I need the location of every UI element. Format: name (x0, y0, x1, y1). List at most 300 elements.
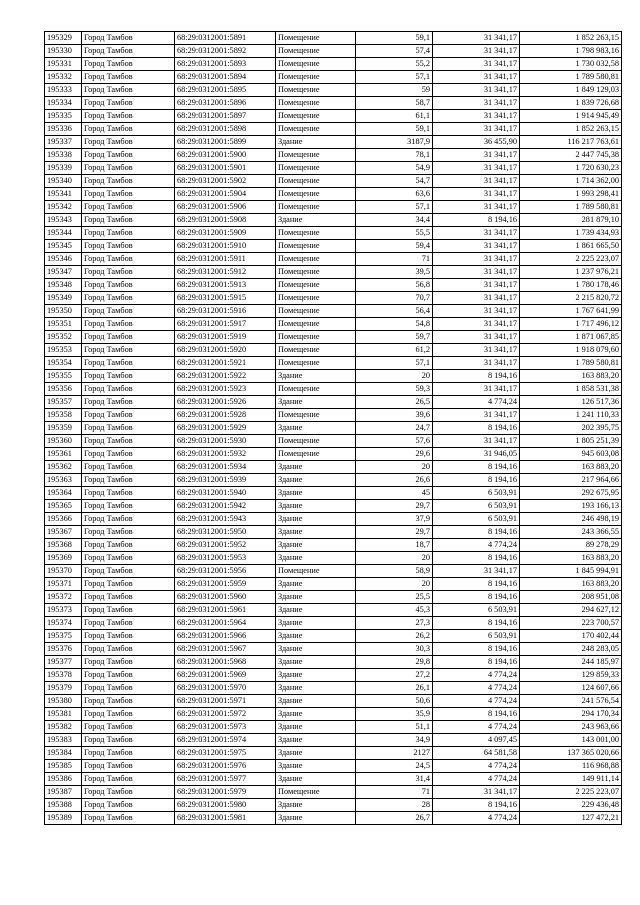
cadastral-number-cell: 68:29:0312001:5910 (175, 240, 276, 253)
row-number-cell: 195380 (45, 695, 82, 708)
row-number-cell: 195343 (45, 214, 82, 227)
cadastral-number-cell: 68:29:0312001:5939 (175, 474, 276, 487)
city-cell: Город Тамбов (82, 188, 175, 201)
cadastral-value-cell: 1 237 976,21 (520, 266, 622, 279)
cadastral-number-cell: 68:29:0312001:5973 (175, 721, 276, 734)
row-number-cell: 195355 (45, 370, 82, 383)
table-row (45, 201, 622, 214)
object-type-cell: Помещение (276, 331, 356, 344)
unit-value-cell: 31 341,17 (433, 318, 520, 331)
unit-value-cell: 64 581,58 (433, 747, 520, 760)
city-cell: Город Тамбов (82, 760, 175, 773)
object-type-cell: Здание (276, 643, 356, 656)
table-row (45, 760, 622, 773)
city-cell: Город Тамбов (82, 695, 175, 708)
cadastral-number-cell: 68:29:0312001:5902 (175, 175, 276, 188)
area-cell: 25,5 (356, 591, 433, 604)
unit-value-cell: 31 341,17 (433, 97, 520, 110)
unit-value-cell: 31 341,17 (433, 786, 520, 799)
object-type-cell: Здание (276, 539, 356, 552)
object-type-cell: Помещение (276, 357, 356, 370)
table-row (45, 71, 622, 84)
cadastral-value-cell: 1 861 665,50 (520, 240, 622, 253)
city-cell: Город Тамбов (82, 799, 175, 812)
cadastral-number-cell: 68:29:0312001:5980 (175, 799, 276, 812)
object-type-cell: Здание (276, 396, 356, 409)
object-type-cell: Помещение (276, 383, 356, 396)
cadastral-number-cell: 68:29:0312001:5911 (175, 253, 276, 266)
cadastral-value-cell: 1 798 983,16 (520, 45, 622, 58)
cadastral-value-cell: 1 914 945,49 (520, 110, 622, 123)
table-row (45, 162, 622, 175)
row-number-cell: 195378 (45, 669, 82, 682)
unit-value-cell: 31 341,17 (433, 383, 520, 396)
cadastral-value-cell: 945 603,08 (520, 448, 622, 461)
unit-value-cell: 31 341,17 (433, 565, 520, 578)
area-cell: 59,1 (356, 32, 433, 45)
table-row (45, 786, 622, 799)
area-cell: 35,9 (356, 708, 433, 721)
object-type-cell: Здание (276, 513, 356, 526)
city-cell: Город Тамбов (82, 227, 175, 240)
table-body (45, 32, 622, 825)
cadastral-number-cell: 68:29:0312001:5920 (175, 344, 276, 357)
unit-value-cell: 8 194,16 (433, 591, 520, 604)
area-cell: 37,9 (356, 513, 433, 526)
city-cell: Город Тамбов (82, 71, 175, 84)
unit-value-cell: 4 774,24 (433, 669, 520, 682)
cadastral-number-cell: 68:29:0312001:5959 (175, 578, 276, 591)
object-type-cell: Помещение (276, 84, 356, 97)
unit-value-cell: 31 341,17 (433, 110, 520, 123)
row-number-cell: 195345 (45, 240, 82, 253)
city-cell: Город Тамбов (82, 123, 175, 136)
cadastral-value-cell: 89 278,29 (520, 539, 622, 552)
cadastral-number-cell: 68:29:0312001:5977 (175, 773, 276, 786)
cadastral-value-cell: 1 720 630,23 (520, 162, 622, 175)
table-row (45, 58, 622, 71)
cadastral-number-cell: 68:29:0312001:5940 (175, 487, 276, 500)
city-cell: Город Тамбов (82, 539, 175, 552)
row-number-cell: 195370 (45, 565, 82, 578)
table-row (45, 136, 622, 149)
city-cell: Город Тамбов (82, 604, 175, 617)
cadastral-number-cell: 68:29:0312001:5915 (175, 292, 276, 305)
unit-value-cell: 8 194,16 (433, 552, 520, 565)
object-type-cell: Здание (276, 474, 356, 487)
table-row (45, 643, 622, 656)
cadastral-value-cell: 124 607,66 (520, 682, 622, 695)
object-type-cell: Помещение (276, 175, 356, 188)
city-cell: Город Тамбов (82, 487, 175, 500)
cadastral-number-cell: 68:29:0312001:5969 (175, 669, 276, 682)
row-number-cell: 195331 (45, 58, 82, 71)
cadastral-value-cell: 294 170,34 (520, 708, 622, 721)
table-row (45, 435, 622, 448)
cadastral-value-cell: 229 436,48 (520, 799, 622, 812)
cadastral-number-cell: 68:29:0312001:5897 (175, 110, 276, 123)
cadastral-number-cell: 68:29:0312001:5966 (175, 630, 276, 643)
cadastral-number-cell: 68:29:0312001:5904 (175, 188, 276, 201)
unit-value-cell: 31 341,17 (433, 149, 520, 162)
city-cell: Город Тамбов (82, 318, 175, 331)
cadastral-number-cell: 68:29:0312001:5892 (175, 45, 276, 58)
city-cell: Город Тамбов (82, 448, 175, 461)
unit-value-cell: 36 455,90 (433, 136, 520, 149)
row-number-cell: 195353 (45, 344, 82, 357)
object-type-cell: Здание (276, 721, 356, 734)
city-cell: Город Тамбов (82, 747, 175, 760)
cadastral-value-cell: 1 993 298,41 (520, 188, 622, 201)
area-cell: 26,7 (356, 812, 433, 825)
unit-value-cell: 8 194,16 (433, 708, 520, 721)
city-cell: Город Тамбов (82, 643, 175, 656)
city-cell: Город Тамбов (82, 513, 175, 526)
cadastral-value-cell: 1 789 580,81 (520, 201, 622, 214)
city-cell: Город Тамбов (82, 266, 175, 279)
unit-value-cell: 31 341,17 (433, 253, 520, 266)
city-cell: Город Тамбов (82, 175, 175, 188)
city-cell: Город Тамбов (82, 344, 175, 357)
city-cell: Город Тамбов (82, 578, 175, 591)
row-number-cell: 195359 (45, 422, 82, 435)
table-row (45, 747, 622, 760)
cadastral-number-cell: 68:29:0312001:5953 (175, 552, 276, 565)
row-number-cell: 195351 (45, 318, 82, 331)
table-row (45, 513, 622, 526)
table-row (45, 331, 622, 344)
table-row (45, 500, 622, 513)
cadastral-value-table (44, 31, 622, 825)
cadastral-value-cell: 1 805 251,39 (520, 435, 622, 448)
row-number-cell: 195386 (45, 773, 82, 786)
row-number-cell: 195350 (45, 305, 82, 318)
row-number-cell: 195374 (45, 617, 82, 630)
object-type-cell: Помещение (276, 344, 356, 357)
area-cell: 59,4 (356, 240, 433, 253)
area-cell: 20 (356, 370, 433, 383)
unit-value-cell: 6 503,91 (433, 604, 520, 617)
table-row (45, 84, 622, 97)
area-cell: 18,7 (356, 539, 433, 552)
cadastral-number-cell: 68:29:0312001:5952 (175, 539, 276, 552)
table-row (45, 253, 622, 266)
cadastral-number-cell: 68:29:0312001:5908 (175, 214, 276, 227)
object-type-cell: Помещение (276, 266, 356, 279)
table-row (45, 682, 622, 695)
area-cell: 24,5 (356, 760, 433, 773)
object-type-cell: Здание (276, 591, 356, 604)
row-number-cell: 195388 (45, 799, 82, 812)
area-cell: 56,4 (356, 305, 433, 318)
object-type-cell: Здание (276, 773, 356, 786)
cadastral-number-cell: 68:29:0312001:5974 (175, 734, 276, 747)
area-cell: 57,4 (356, 45, 433, 58)
cadastral-number-cell: 68:29:0312001:5943 (175, 513, 276, 526)
city-cell: Город Тамбов (82, 656, 175, 669)
cadastral-value-cell: 1 730 032,58 (520, 58, 622, 71)
city-cell: Город Тамбов (82, 669, 175, 682)
row-number-cell: 195358 (45, 409, 82, 422)
cadastral-value-cell: 1 871 067,85 (520, 331, 622, 344)
cadastral-value-cell: 281 879,10 (520, 214, 622, 227)
cadastral-value-cell: 127 472,21 (520, 812, 622, 825)
cadastral-number-cell: 68:29:0312001:5919 (175, 331, 276, 344)
unit-value-cell: 31 341,17 (433, 435, 520, 448)
object-type-cell: Помещение (276, 227, 356, 240)
row-number-cell: 195340 (45, 175, 82, 188)
unit-value-cell: 4 774,24 (433, 682, 520, 695)
table-row (45, 344, 622, 357)
cadastral-value-cell: 248 283,05 (520, 643, 622, 656)
cadastral-number-cell: 68:29:0312001:5932 (175, 448, 276, 461)
row-number-cell: 195347 (45, 266, 82, 279)
cadastral-number-cell: 68:29:0312001:5916 (175, 305, 276, 318)
cadastral-value-cell: 243 366,55 (520, 526, 622, 539)
table-row (45, 591, 622, 604)
city-cell: Город Тамбов (82, 201, 175, 214)
unit-value-cell: 4 097,45 (433, 734, 520, 747)
object-type-cell: Помещение (276, 188, 356, 201)
object-type-cell: Здание (276, 747, 356, 760)
city-cell: Город Тамбов (82, 97, 175, 110)
cadastral-number-cell: 68:29:0312001:5901 (175, 162, 276, 175)
cadastral-value-cell: 243 963,66 (520, 721, 622, 734)
cadastral-number-cell: 68:29:0312001:5921 (175, 357, 276, 370)
table-row (45, 630, 622, 643)
table-row (45, 396, 622, 409)
object-type-cell: Здание (276, 682, 356, 695)
city-cell: Город Тамбов (82, 708, 175, 721)
cadastral-number-cell: 68:29:0312001:5960 (175, 591, 276, 604)
cadastral-number-cell: 68:29:0312001:5909 (175, 227, 276, 240)
row-number-cell: 195366 (45, 513, 82, 526)
row-number-cell: 195346 (45, 253, 82, 266)
object-type-cell: Здание (276, 487, 356, 500)
cadastral-value-cell: 208 951,08 (520, 591, 622, 604)
row-number-cell: 195338 (45, 149, 82, 162)
cadastral-value-cell: 202 395,75 (520, 422, 622, 435)
cadastral-value-cell: 163 883,20 (520, 578, 622, 591)
cadastral-value-cell: 246 498,19 (520, 513, 622, 526)
row-number-cell: 195377 (45, 656, 82, 669)
table-row (45, 461, 622, 474)
object-type-cell: Помещение (276, 409, 356, 422)
city-cell: Город Тамбов (82, 461, 175, 474)
area-cell: 50,6 (356, 695, 433, 708)
area-cell: 28 (356, 799, 433, 812)
cadastral-number-cell: 68:29:0312001:5942 (175, 500, 276, 513)
table-row (45, 383, 622, 396)
table-row (45, 357, 622, 370)
row-number-cell: 195361 (45, 448, 82, 461)
table-row (45, 370, 622, 383)
city-cell: Город Тамбов (82, 357, 175, 370)
unit-value-cell: 31 341,17 (433, 201, 520, 214)
object-type-cell: Помещение (276, 58, 356, 71)
row-number-cell: 195382 (45, 721, 82, 734)
city-cell: Город Тамбов (82, 110, 175, 123)
object-type-cell: Здание (276, 214, 356, 227)
area-cell: 59,3 (356, 383, 433, 396)
row-number-cell: 195349 (45, 292, 82, 305)
city-cell: Город Тамбов (82, 721, 175, 734)
cadastral-value-cell: 1 780 178,46 (520, 279, 622, 292)
table-row (45, 292, 622, 305)
unit-value-cell: 8 194,16 (433, 370, 520, 383)
table-row (45, 409, 622, 422)
city-cell: Город Тамбов (82, 149, 175, 162)
city-cell: Город Тамбов (82, 474, 175, 487)
area-cell: 26,6 (356, 474, 433, 487)
city-cell: Город Тамбов (82, 32, 175, 45)
area-cell: 59,1 (356, 123, 433, 136)
cadastral-number-cell: 68:29:0312001:5906 (175, 201, 276, 214)
object-type-cell: Помещение (276, 123, 356, 136)
area-cell: 24,7 (356, 422, 433, 435)
unit-value-cell: 6 503,91 (433, 487, 520, 500)
object-type-cell: Помещение (276, 253, 356, 266)
cadastral-value-cell: 149 911,14 (520, 773, 622, 786)
row-number-cell: 195385 (45, 760, 82, 773)
cadastral-number-cell: 68:29:0312001:5950 (175, 526, 276, 539)
cadastral-number-cell: 68:29:0312001:5912 (175, 266, 276, 279)
area-cell: 71 (356, 786, 433, 799)
city-cell: Город Тамбов (82, 786, 175, 799)
object-type-cell: Помещение (276, 279, 356, 292)
cadastral-value-cell: 1 849 129,03 (520, 84, 622, 97)
table-row (45, 526, 622, 539)
area-cell: 20 (356, 552, 433, 565)
city-cell: Город Тамбов (82, 292, 175, 305)
object-type-cell: Помещение (276, 201, 356, 214)
cadastral-number-cell: 68:29:0312001:5900 (175, 149, 276, 162)
object-type-cell: Здание (276, 669, 356, 682)
row-number-cell: 195352 (45, 331, 82, 344)
table-row (45, 318, 622, 331)
area-cell: 45,3 (356, 604, 433, 617)
city-cell: Город Тамбов (82, 552, 175, 565)
cadastral-number-cell: 68:29:0312001:5976 (175, 760, 276, 773)
table-row (45, 617, 622, 630)
city-cell: Город Тамбов (82, 734, 175, 747)
unit-value-cell: 8 194,16 (433, 578, 520, 591)
row-number-cell: 195387 (45, 786, 82, 799)
cadastral-value-cell: 241 576,54 (520, 695, 622, 708)
city-cell: Город Тамбов (82, 591, 175, 604)
city-cell: Город Тамбов (82, 565, 175, 578)
cadastral-value-cell: 1 714 362,00 (520, 175, 622, 188)
area-cell: 20 (356, 461, 433, 474)
row-number-cell: 195369 (45, 552, 82, 565)
row-number-cell: 195339 (45, 162, 82, 175)
row-number-cell: 195383 (45, 734, 82, 747)
cadastral-number-cell: 68:29:0312001:5971 (175, 695, 276, 708)
cadastral-value-cell: 217 964,66 (520, 474, 622, 487)
city-cell: Город Тамбов (82, 617, 175, 630)
unit-value-cell: 8 194,16 (433, 474, 520, 487)
cadastral-value-cell: 1 717 496,12 (520, 318, 622, 331)
table-row (45, 474, 622, 487)
cadastral-value-cell: 1 789 580,81 (520, 71, 622, 84)
unit-value-cell: 31 341,17 (433, 84, 520, 97)
city-cell: Город Тамбов (82, 500, 175, 513)
row-number-cell: 195368 (45, 539, 82, 552)
city-cell: Город Тамбов (82, 396, 175, 409)
cadastral-number-cell: 68:29:0312001:5913 (175, 279, 276, 292)
city-cell: Город Тамбов (82, 812, 175, 825)
cadastral-value-cell: 2 447 745,38 (520, 149, 622, 162)
cadastral-value-cell: 294 627,12 (520, 604, 622, 617)
table-row (45, 266, 622, 279)
table-row (45, 240, 622, 253)
object-type-cell: Здание (276, 526, 356, 539)
cadastral-value-cell: 1 852 263,15 (520, 32, 622, 45)
table-row (45, 669, 622, 682)
table-row (45, 487, 622, 500)
area-cell: 27,2 (356, 669, 433, 682)
cadastral-number-cell: 68:29:0312001:5968 (175, 656, 276, 669)
cadastral-value-cell: 193 166,13 (520, 500, 622, 513)
table-row (45, 708, 622, 721)
object-type-cell: Помещение (276, 32, 356, 45)
unit-value-cell: 6 503,91 (433, 513, 520, 526)
row-number-cell: 195373 (45, 604, 82, 617)
cadastral-value-cell: 1 918 079,60 (520, 344, 622, 357)
table-row (45, 721, 622, 734)
city-cell: Город Тамбов (82, 409, 175, 422)
area-cell: 54,9 (356, 162, 433, 175)
cadastral-value-cell: 2 215 820,72 (520, 292, 622, 305)
city-cell: Город Тамбов (82, 214, 175, 227)
city-cell: Город Тамбов (82, 279, 175, 292)
object-type-cell: Помещение (276, 45, 356, 58)
area-cell: 57,1 (356, 357, 433, 370)
unit-value-cell: 31 341,17 (433, 344, 520, 357)
cadastral-number-cell: 68:29:0312001:5972 (175, 708, 276, 721)
unit-value-cell: 4 774,24 (433, 539, 520, 552)
cadastral-value-cell: 2 225 223,07 (520, 786, 622, 799)
city-cell: Город Тамбов (82, 435, 175, 448)
object-type-cell: Здание (276, 552, 356, 565)
object-type-cell: Здание (276, 760, 356, 773)
cadastral-number-cell: 68:29:0312001:5899 (175, 136, 276, 149)
cadastral-number-cell: 68:29:0312001:5979 (175, 786, 276, 799)
cadastral-number-cell: 68:29:0312001:5975 (175, 747, 276, 760)
cadastral-value-cell: 1 839 726,68 (520, 97, 622, 110)
cadastral-value-cell: 116 968,88 (520, 760, 622, 773)
cadastral-number-cell: 68:29:0312001:5926 (175, 396, 276, 409)
row-number-cell: 195360 (45, 435, 82, 448)
table-row (45, 45, 622, 58)
object-type-cell: Помещение (276, 71, 356, 84)
table-row (45, 32, 622, 45)
cadastral-value-cell: 1 845 994,91 (520, 565, 622, 578)
object-type-cell: Здание (276, 578, 356, 591)
cadastral-number-cell: 68:29:0312001:5895 (175, 84, 276, 97)
cadastral-value-cell: 1 241 110,33 (520, 409, 622, 422)
unit-value-cell: 31 341,17 (433, 123, 520, 136)
table-row (45, 97, 622, 110)
unit-value-cell: 8 194,16 (433, 526, 520, 539)
area-cell: 61,2 (356, 344, 433, 357)
table-row (45, 422, 622, 435)
area-cell: 27,3 (356, 617, 433, 630)
cadastral-number-cell: 68:29:0312001:5896 (175, 97, 276, 110)
object-type-cell: Здание (276, 461, 356, 474)
cadastral-number-cell: 68:29:0312001:5891 (175, 32, 276, 45)
object-type-cell: Здание (276, 799, 356, 812)
